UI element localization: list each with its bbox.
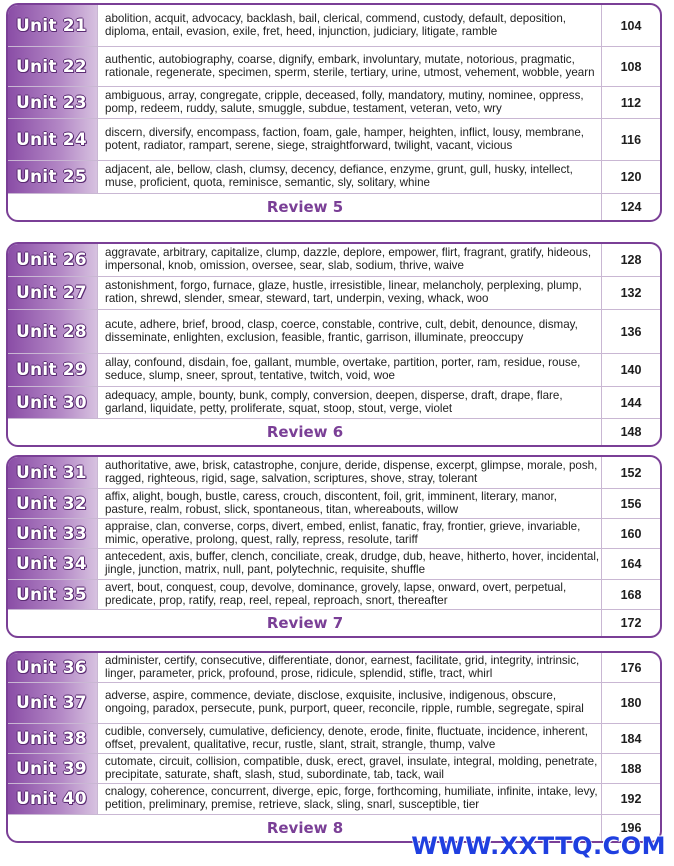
- review-row[interactable]: [8, 610, 660, 636]
- page-number: 176: [601, 653, 660, 682]
- word-list-cell: [105, 754, 602, 783]
- unit-label: Unit 34: [16, 554, 87, 574]
- unit-label: Unit 31: [16, 462, 87, 483]
- unit-badge: [8, 754, 98, 783]
- unit-row[interactable]: [8, 754, 660, 784]
- review-page-number: 148: [601, 419, 660, 445]
- unit-badge: [8, 580, 98, 609]
- unit-row[interactable]: [8, 784, 660, 815]
- unit-label: Unit 37: [16, 693, 87, 713]
- unit-label: Unit 33: [16, 523, 87, 544]
- review-label: Review 5: [266, 198, 344, 216]
- word-list: aggravate, arbitrary, capitalize, clump, dazzle, deplore, empower, flirt, fragrant, gratify, hideous, impersonal, knob, omission, oversee, sear, slab, sodium, thrive, waive: [105, 246, 592, 272]
- word-list-cell: [105, 724, 602, 753]
- word-list: adjacent, ale, bellow, clash, clumsy, decency, defiance, enzyme, grunt, gull, husky, intellect, muse, proficient, quota, reminisce, semantic, sly, solitary, whine: [105, 163, 573, 189]
- unit-badge: [8, 724, 98, 753]
- unit-badge: [8, 277, 98, 309]
- page-number: 188: [601, 754, 660, 783]
- unit-label: Unit 30: [16, 392, 87, 413]
- word-list: ambiguous, array, congregate, cripple, deceased, folly, mandatory, mutiny, nominee, oppress, pomp, redeem, ruddy, salute, smuggle, subdue, testament, veteran, veto, wry: [105, 88, 584, 115]
- page-number: 144: [601, 387, 660, 418]
- unit-label: Unit 25: [16, 167, 87, 187]
- word-list: allay, confound, disdain, foe, gallant, mumble, overtake, partition, porter, ram, residue, rouse, seduce, slump, sneer, sprout, tentative, twitch, void, woe: [105, 356, 581, 382]
- word-list: affix, alight, bough, bustle, caress, crouch, discontent, foil, grit, imminent, literary, manor, pasture, realm, robust, slick, spontaneous, titan, whereabouts, willow: [105, 489, 557, 516]
- unit-row[interactable]: [8, 354, 660, 387]
- review-page-number: 172: [601, 610, 660, 636]
- word-list-cell: [105, 549, 602, 579]
- watermark: WWW.XXTTQ.COM: [411, 832, 666, 860]
- unit-badge: [8, 519, 98, 548]
- page-number: 108: [601, 47, 660, 86]
- word-list-cell: [105, 87, 602, 118]
- unit-label: Unit 21: [16, 15, 87, 36]
- page-number: 184: [601, 724, 660, 753]
- page-number: 104: [601, 5, 660, 46]
- word-list: appraise, clan, converse, corps, divert, embed, enlist, fanatic, fray, frontier, grieve, invariable, mimic, operative, prolong, quest, rally, repress, resolute, tariff: [105, 519, 581, 546]
- word-list: acute, adhere, brief, brood, clasp, coerce, constable, contrive, cult, debit, denounce, dismay, disseminate, enlighten, exclusion, feasible, frantic, garrison, illuminate, preoccupy: [105, 317, 578, 344]
- unit-badge: [8, 354, 98, 386]
- unit-row[interactable]: [8, 277, 660, 310]
- word-list-cell: [105, 277, 602, 309]
- section-block: [6, 3, 662, 222]
- word-list: avert, bout, conquest, coup, devolve, dominance, grovely, lapse, onward, overt, perpetual, predicate, prop, ratify, reap, reel, repeal, reproach, snort, thereafter: [105, 580, 567, 607]
- unit-row[interactable]: [8, 549, 660, 580]
- unit-label: Unit 22: [16, 56, 87, 77]
- unit-label: Unit 27: [16, 283, 87, 303]
- unit-label: Unit 24: [16, 129, 87, 150]
- word-list-cell: [105, 5, 602, 46]
- word-list: astonishment, forgo, furnace, glaze, hustle, irresistible, linear, melancholy, perplexing, plump, ration, shrewd, slender, smear, steward, tart, underpin, vexing, whack, woo: [105, 279, 582, 305]
- review-page-number: 124: [601, 194, 660, 220]
- word-list: authoritative, awe, brisk, catastrophe, conjure, deride, dispense, excerpt, glimpse, morale, posh, ragged, righteous, rigid, sage, salvation, scriptures, shove, stray, tolerant: [105, 458, 598, 485]
- unit-row[interactable]: [8, 724, 660, 754]
- unit-badge: [8, 244, 98, 276]
- unit-row[interactable]: [8, 87, 660, 119]
- unit-badge: [8, 683, 98, 723]
- word-list-cell: [105, 244, 602, 276]
- review-row[interactable]: [8, 419, 660, 445]
- page-number: 132: [601, 277, 660, 309]
- review-label: Review 7: [266, 614, 344, 632]
- unit-badge: [8, 47, 98, 86]
- unit-row[interactable]: [8, 5, 660, 47]
- unit-label: Unit 38: [16, 728, 87, 749]
- word-list: cutomate, circuit, collision, compatible, dusk, erect, gravel, insulate, integral, molding, penetrate, precipitate, saturate, shaft, slash, stud, subordinate, tab, tack, wail: [105, 754, 598, 781]
- unit-label: Unit 29: [16, 360, 87, 380]
- unit-badge: [8, 549, 98, 579]
- page-number: 128: [601, 244, 660, 276]
- section-block: [6, 242, 662, 447]
- word-list-cell: [105, 47, 602, 86]
- unit-badge: [8, 653, 98, 682]
- review-row[interactable]: [8, 194, 660, 220]
- review-page-number: 196: [601, 815, 660, 841]
- review-label: Review 6: [266, 423, 344, 441]
- word-list-cell: [105, 354, 602, 386]
- page-number: 180: [601, 683, 660, 723]
- review-label: Review 8: [266, 819, 344, 837]
- unit-row[interactable]: [8, 457, 660, 489]
- unit-badge: [8, 387, 98, 418]
- unit-badge: [8, 310, 98, 353]
- page-number: 156: [601, 489, 660, 518]
- word-list-cell: [105, 387, 602, 418]
- unit-label: Unit 28: [16, 321, 87, 342]
- unit-badge: [8, 119, 98, 160]
- word-list: adverse, aspire, commence, deviate, disclose, exquisite, inclusive, indigenous, obscure, ongoing, paradox, persecute, punk, purport, queer, reconcile, ripple, rumble, segregate, spiral: [105, 689, 584, 715]
- page-number: 120: [601, 161, 660, 193]
- word-list-cell: [105, 580, 602, 609]
- unit-label: Unit 39: [16, 758, 87, 779]
- unit-badge: [8, 457, 98, 488]
- word-list-cell: [105, 519, 602, 548]
- unit-badge: [8, 5, 98, 46]
- word-list: abolition, acquit, advocacy, backlash, bail, clerical, commend, custody, default, deposition, diploma, entail, evasion, exile, fret, heed, injunction, judiciary, litigate, ramble: [105, 11, 566, 38]
- page-number: 140: [601, 354, 660, 386]
- unit-badge: [8, 87, 98, 118]
- unit-label: Unit 26: [16, 250, 87, 270]
- word-list-cell: [105, 489, 602, 518]
- word-list-cell: [105, 310, 602, 353]
- unit-label: Unit 40: [16, 789, 87, 809]
- unit-row[interactable]: [8, 310, 660, 354]
- word-list-cell: [105, 161, 602, 193]
- unit-row[interactable]: [8, 580, 660, 610]
- page-number: 136: [601, 310, 660, 353]
- section-block: [6, 455, 662, 638]
- word-list-cell: [105, 457, 602, 488]
- unit-row[interactable]: [8, 244, 660, 277]
- unit-row[interactable]: [8, 653, 660, 683]
- page-number: 112: [601, 87, 660, 118]
- unit-row[interactable]: [8, 683, 660, 724]
- unit-row[interactable]: [8, 387, 660, 419]
- unit-label: Unit 32: [16, 493, 87, 514]
- unit-row[interactable]: [8, 489, 660, 519]
- word-list-cell: [105, 653, 602, 682]
- word-list: authentic, autobiography, coarse, dignify, embark, involuntary, mutate, notorious, pragmatic, rationale, regenerate, specimen, sperm, sterile, tertiary, urine, utmost, vehement, wobble, yearn: [105, 52, 595, 79]
- page-number: 168: [601, 580, 660, 609]
- unit-badge: [8, 489, 98, 518]
- word-list: antecedent, axis, buffer, clench, conciliate, creak, drudge, dub, heave, hitherto, hover, incidental, jingle, junction, matrix, null, pant, polytechnic, requisite, shuffle: [105, 550, 600, 576]
- unit-label: Unit 36: [16, 657, 87, 678]
- word-list-cell: [105, 683, 602, 723]
- page-number: 116: [601, 119, 660, 160]
- page-number: 164: [601, 549, 660, 579]
- page-number: 160: [601, 519, 660, 548]
- unit-row[interactable]: [8, 519, 660, 549]
- section-block: [6, 651, 662, 843]
- word-list-cell: [105, 784, 602, 814]
- word-list: cudible, conversely, cumulative, deficiency, denote, erode, finite, fluctuate, incidence, inherent, offset, prevalent, qualitative, recur, rustle, slant, strait, strangle, thump, valve: [105, 724, 588, 751]
- page-number: 192: [601, 784, 660, 814]
- unit-row[interactable]: [8, 161, 660, 194]
- unit-label: Unit 23: [16, 92, 87, 113]
- word-list: adequacy, ample, bounty, bunk, comply, conversion, deepen, disperse, draft, drape, flare, garland, liquidate, petty, proliferate, squat, stoop, stout, verge, violet: [105, 388, 563, 415]
- unit-badge: [8, 161, 98, 193]
- word-list: cnalogy, coherence, concurrent, diverge, epic, forge, forthcoming, humiliate, infinite, intake, levy, petition, preliminary, premise, retrieve, slack, sling, snarl, susceptible, tier: [105, 785, 598, 811]
- unit-row[interactable]: [8, 47, 660, 87]
- word-list: discern, diversify, encompass, faction, foam, gale, hamper, heighten, inflict, lousy, membrane, potent, radiator, rampart, serene, siege, straightforward, twilight, vacant, vicious: [105, 125, 585, 152]
- unit-badge: [8, 784, 98, 814]
- page-number: 152: [601, 457, 660, 488]
- unit-label: Unit 35: [16, 584, 87, 605]
- unit-row[interactable]: [8, 119, 660, 161]
- word-list: administer, certify, consecutive, differentiate, donor, earnest, facilitate, grid, integrity, intrinsic, linger, parameter, prick, profound, prose, ridicule, splendid, stifle, tract, whirl: [105, 653, 580, 680]
- word-list-cell: [105, 119, 602, 160]
